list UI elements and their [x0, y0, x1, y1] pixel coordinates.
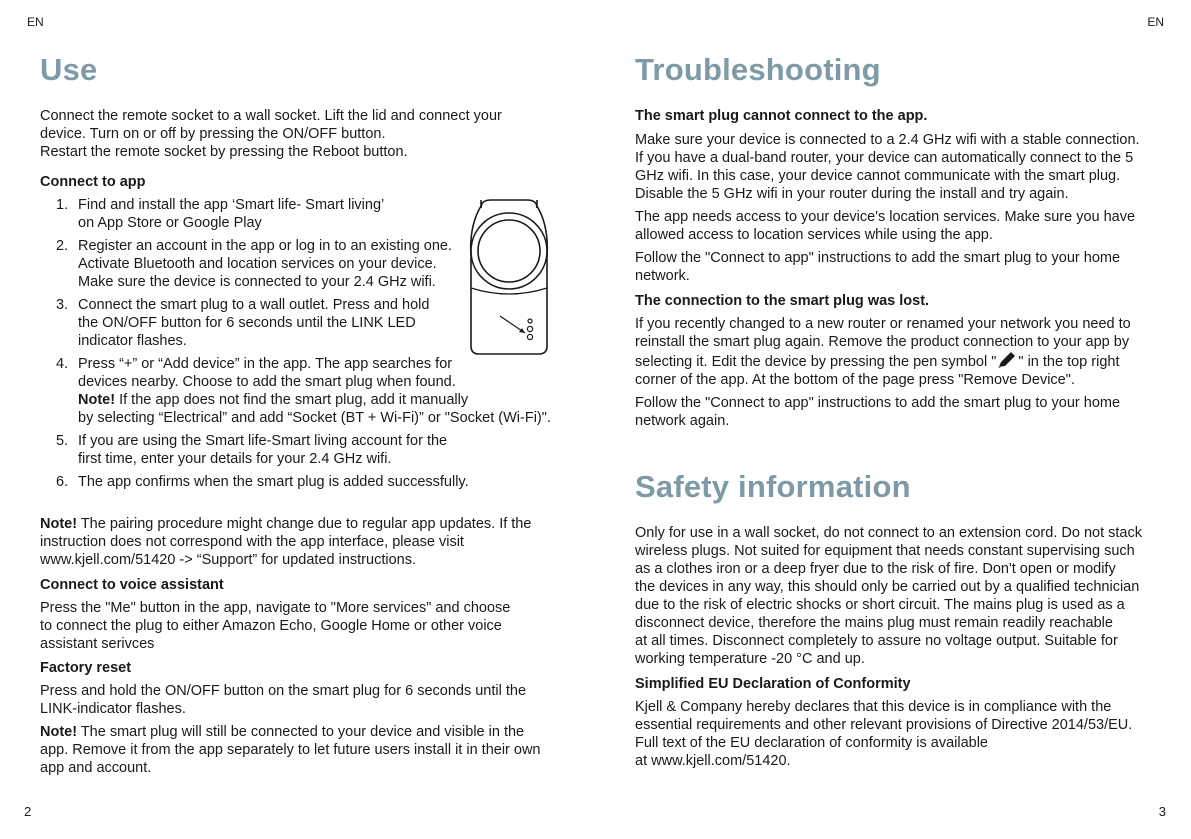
page-number: 3	[1158, 804, 1166, 819]
eu-declaration-heading: Simplified EU Declaration of Conformity	[635, 676, 911, 692]
list-item: 6. The app confirms when the smart plug is added successfully.	[56, 474, 469, 490]
factory-reset-heading: Factory reset	[40, 660, 132, 676]
language-label: EN	[27, 15, 44, 29]
safety-information-title: Safety information	[635, 469, 911, 504]
list-item: 4. Press “+” or “Add device” in the app. The app searches for devices nearby. Choose to add the smart plug when found. Note! If the app does not find the smart plug, add it manually by selecting “Electrical” and add “Socket (BT + Wi-Fi)” or "Socket (Wi-Fi)".	[56, 356, 551, 426]
pairing-note: Note! The pairing procedure might change due to regular app updates. If the instruction does not correspond with the app interface, please visit www.kjell.com/51420 -> “Support” for updated instructions.	[40, 516, 532, 568]
list-item: 1. Find and install the app ‘Smart life- Smart living’ on App Store or Google Play	[56, 197, 385, 231]
list-item: 5. If you are using the Smart life-Smart living account for the first time, enter your details for your 2.4 GHz wifi.	[56, 433, 448, 467]
troubleshooting-title: Troubleshooting	[635, 52, 881, 87]
right-page	[596, 0, 1191, 839]
intro-line: Restart the remote socket by pressing the Reboot button.	[40, 144, 408, 160]
pen-icon	[996, 351, 1018, 369]
reset-note: Note! The smart plug will still be connected to your device and visible in the app. Remove it from the app separately to let future users install it in their own app and account.	[40, 724, 541, 776]
cannot-connect-heading: The smart plug cannot connect to the app.	[635, 108, 928, 124]
connection-lost-paragraph: If you recently changed to a new router or renamed your network you need to reinstall the smart plug again. Remove the product connection to your app by selecting it. Edit the device by pressing the pen symbol " " in the top right corner of the app. At the bottom of the page press "Remove Device".	[635, 316, 1131, 388]
voice-assistant-paragraph: Press the "Me" button in the app, navigate to "More services" and choose to connect the plug to either Amazon Echo, Google Home or other voice assistant serivces	[40, 600, 511, 652]
connection-lost-heading: The connection to the smart plug was lost.	[635, 293, 930, 309]
use-title: Use	[40, 52, 98, 87]
location-paragraph: The app needs access to your device's location services. Make sure you have allowed access to location services while using the app.	[635, 209, 1136, 243]
cannot-connect-paragraph: Make sure your device is connected to a 2.4 GHz wifi with a stable connection. If you have a dual-band router, your device can automatically connect to the 5 GHz wifi. In this case, your device cannot communicate with the smart plug. Disable the 5 GHz wifi in your router during the install and try again.	[635, 132, 1140, 202]
left-page	[0, 0, 595, 839]
follow-again-paragraph: Follow the "Connect to app" instructions to add the smart plug to your home network again.	[635, 395, 1121, 429]
list-item: 2. Register an account in the app or log in to an existing one. Activate Bluetooth and location services on your device. Make sure the device is connected to your 2.4 GHz wifi.	[56, 238, 453, 290]
factory-reset-paragraph: Press and hold the ON/OFF button on the smart plug for 6 seconds until the LINK-indicator flashes.	[40, 683, 527, 717]
intro-line: Connect the remote socket to a wall socket. Lift the lid and connect your	[40, 108, 502, 124]
follow-instructions-paragraph: Follow the "Connect to app" instructions to add the smart plug to your home network.	[635, 250, 1121, 284]
eu-declaration-paragraph: Kjell & Company hereby declares that this device is in compliance with the essential requirements and other relevant provisions of Directive 2014/53/EU. Full text of the EU declaration of conformity is available at www.kjell.com/51420.	[635, 699, 1133, 769]
language-label: EN	[1147, 15, 1164, 29]
intro-paragraph	[40, 107, 565, 161]
intro-line: device. Turn on or off by pressing the ON/OFF button.	[40, 126, 386, 142]
list-item: 3. Connect the smart plug to a wall outlet. Press and hold the ON/OFF button for 6 seconds until the LINK LED indicator flashes.	[56, 297, 430, 349]
safety-paragraph: Only for use in a wall socket, do not connect to an extension cord. Do not stack wireless plugs. Not suited for equipment that needs constant supervising such as a clothes iron or a deep fryer due to the risk of fire. Don't open or modify the devices in any way, this should only be carried out by a qualified technician due to the risk of electric shocks or short circuit. The mains plug is used as a disconnect device, therefore the mains plug must remain readily reachable at all times. Disconnect completely to assure no voltage output. Suitable for working temperature -20 °C and up.	[635, 525, 1142, 667]
page-number: 2	[24, 804, 32, 819]
voice-assistant-heading: Connect to voice assistant	[40, 577, 224, 593]
connect-to-app-heading: Connect to app	[40, 174, 146, 190]
smart-plug-illustration	[467, 196, 551, 358]
